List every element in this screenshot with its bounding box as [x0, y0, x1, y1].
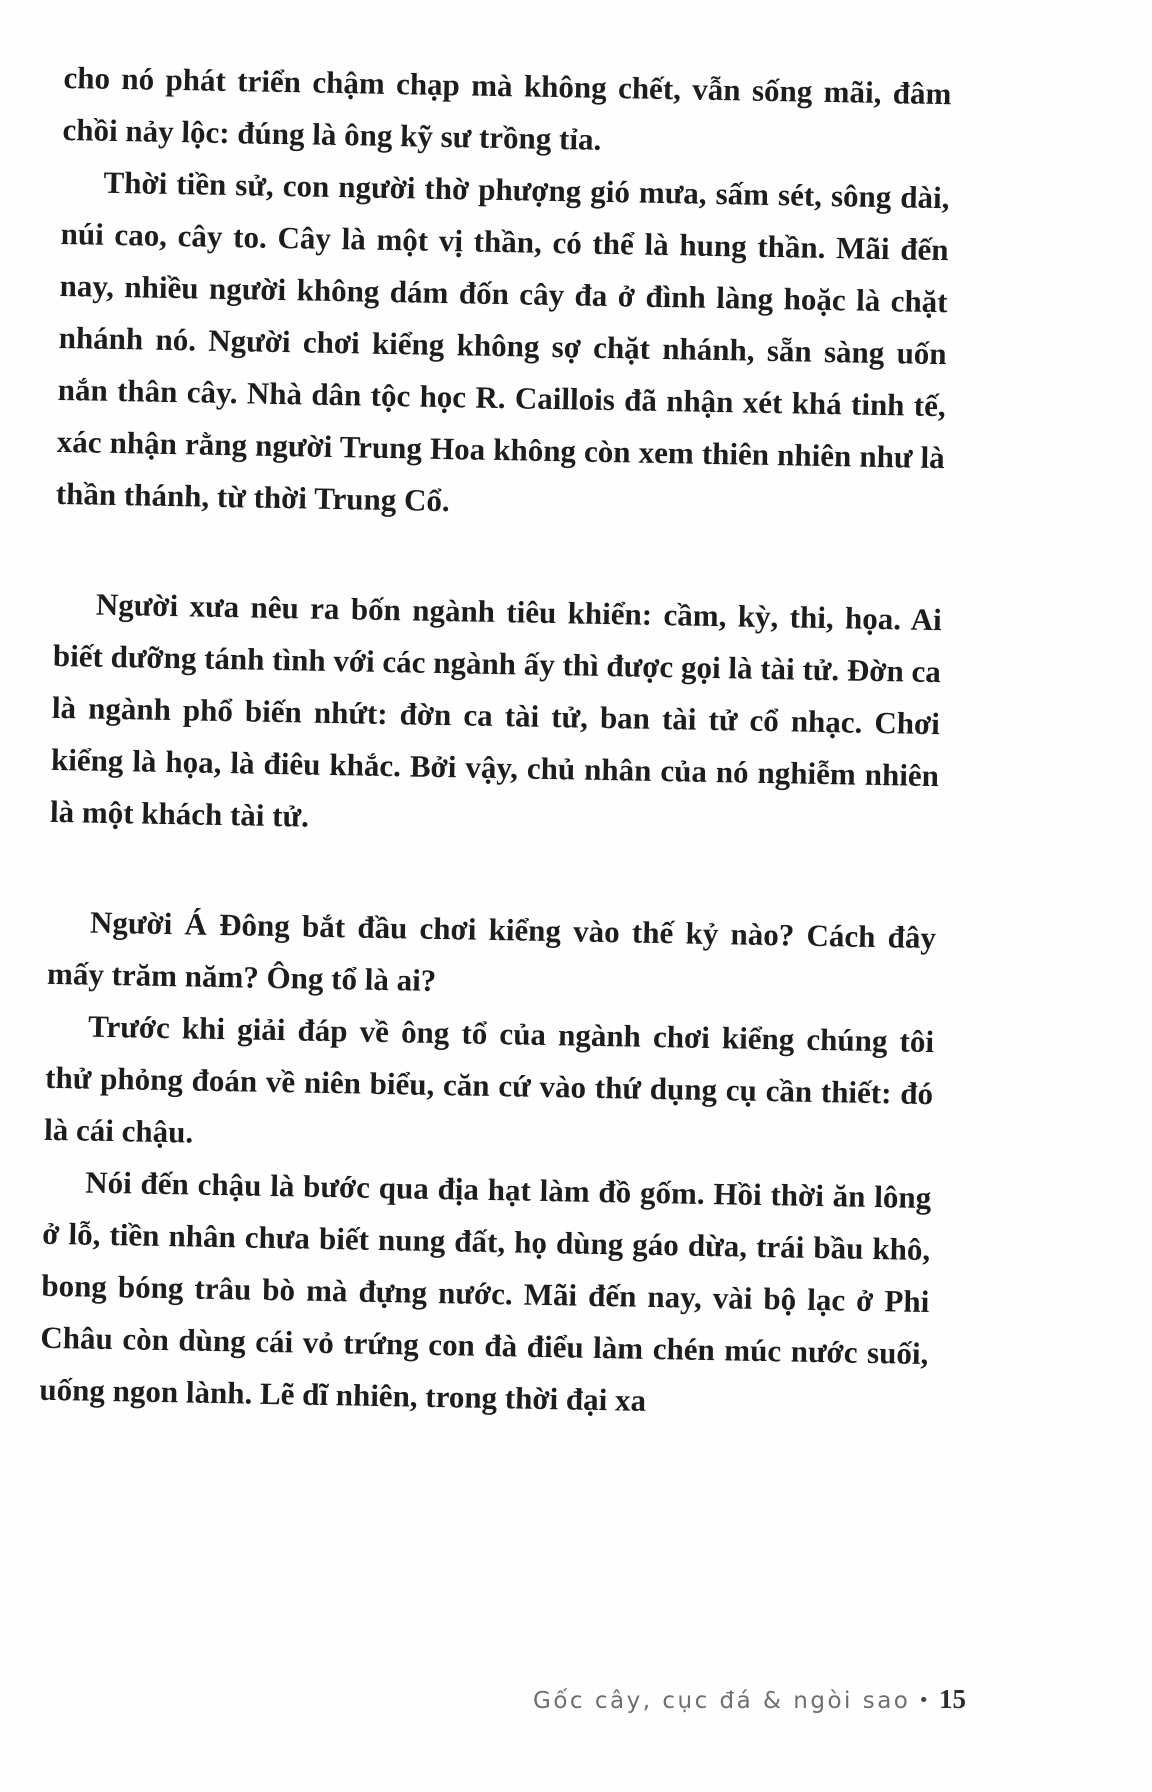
page-footer [533, 1684, 966, 1715]
paragraph: Trước khi giải đáp về ông tổ của ngành chơi kiểng chúng tôi thử phỏng đoán về niên biểu, căn cứ vào thứ dụng cụ cần thiết: đó là cái chậu. [43, 1008, 935, 1150]
page-text-block [39, 52, 952, 1432]
paragraph: Nói đến chậu là bước qua địa hạt làm đồ gốm. Hồi thời ăn lông ở lỗ, tiền nhân chưa biết nung đất, họ dùng gáo dừa, trái bầu khô, bong bóng trâu bò mà đựng nước. Mãi đến nay, vài bộ lạc ở Phi Châu còn dùng cái vỏ trứng con đà điểu làm chén múc nước suối, uống ngon lành. Lẽ dĩ nhiên, trong thời đại xa [39, 1164, 932, 1418]
paragraph: Người Á Đông bắt đầu chơi kiểng vào thế kỷ nào? Cách đây mấy trăm năm? Ông tổ là ai? [46, 904, 937, 998]
footer-separator-dot: • [918, 1690, 929, 1711]
page-number: 15 [939, 1684, 966, 1714]
paragraph: Thời tiền sử, con người thờ phượng gió mưa, sấm sét, sông dài, núi cao, cây to. Cây là một vị thần, có thể là hung thần. Mãi đến nay, nhiều người không dám đốn cây đa ở đình làng hoặc là chặt nhánh nó. Người chơi kiểng không sợ chặt nhánh, sẵn sàng uốn nắn thân cây. Nhà dân tộc học R. Caillois đã nhận xét khá tinh tế, xác nhận rằng người Trung Hoa không còn xem thiên nhiên như là thần thánh, từ thời Trung Cổ. [55, 164, 950, 519]
paragraph: cho nó phát triển chậm chạp mà không chết, vẫn sống mãi, đâm chồi nảy lộc: đúng là ông kỹ sư trồng tỉa. [62, 59, 952, 157]
running-book-title: Gốc cây, cục đá & ngòi sao [533, 1688, 911, 1714]
paragraph: Người xưa nêu ra bốn ngành tiêu khiển: cầm, kỳ, thi, họa. Ai biết dưỡng tánh tình với các ngành ấy thì được gọi là tài tử. Đờn ca là ngành phổ biến nhứt: đờn ca tài tử, ban tài tử cổ nhạc. Chơi kiểng là họa, là điêu khắc. Bởi vậy, chủ nhân của nó nghiễm nhiên là một khách tài tử. [49, 586, 943, 834]
